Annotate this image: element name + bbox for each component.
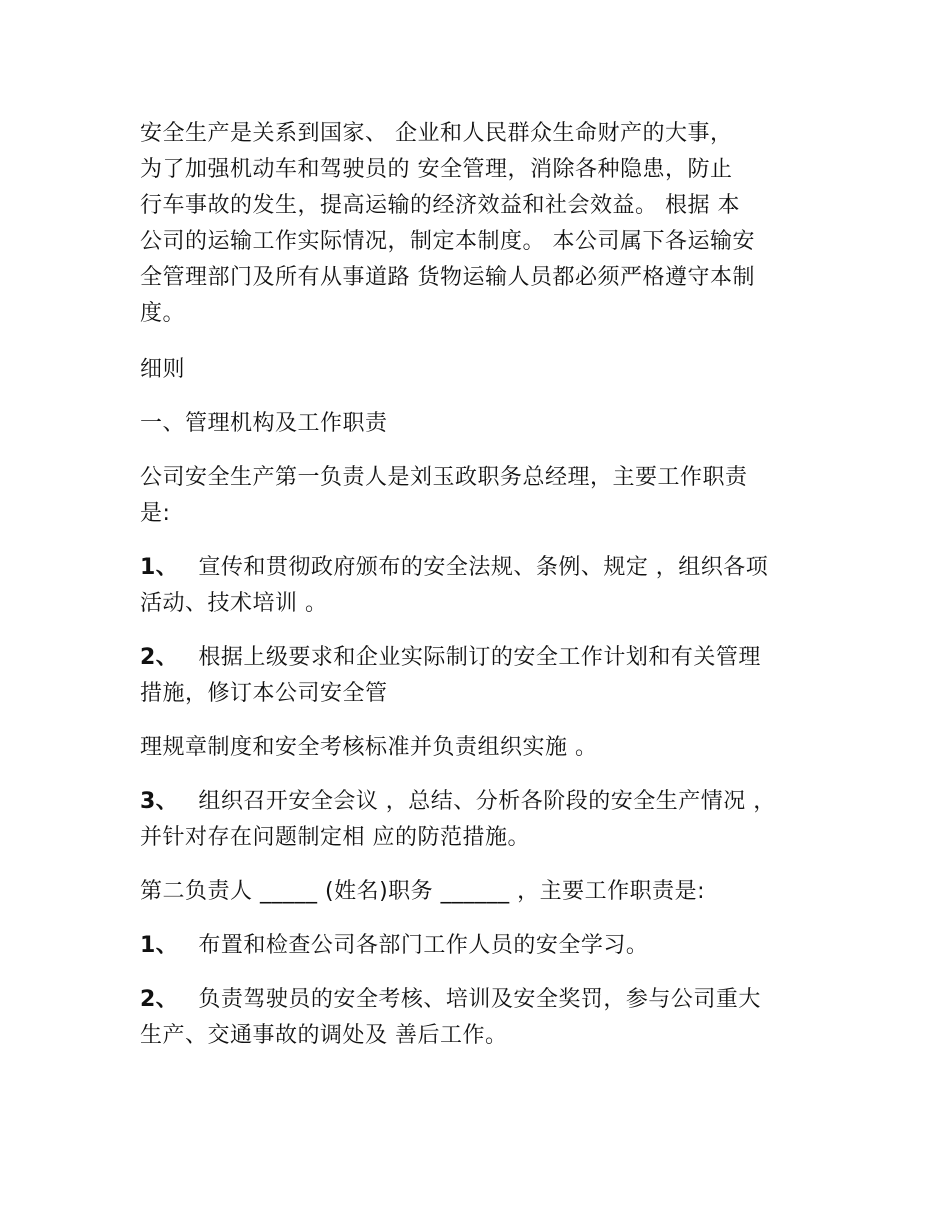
second-duty-2-line-2: 生产、交通事故的调处及 善后工作。	[140, 1023, 508, 1048]
first-duty-2-line-1	[140, 640, 820, 676]
second-duty-1-number: 1、	[140, 933, 179, 958]
intro-line-3: 行车事故的发生，提高运输的经济效益和社会效益。 根据 本	[140, 193, 740, 218]
second-duty-2-number: 2、	[140, 987, 179, 1012]
second-duty-2	[140, 982, 820, 1054]
intro-line-6: 度。	[140, 301, 186, 326]
second-duty-1	[140, 928, 820, 964]
first-duty-2-line-2: 措施，修订本公司安全管	[140, 681, 388, 706]
first-duty-3-number: 3、	[140, 789, 179, 814]
first-duty-1-text-1: 宣传和贯彻政府颁布的安全法规、条例、规定 ，组织各项	[198, 555, 769, 580]
first-duty-3-text-1: 组织召开安全会议 ，总结、分析各阶段的安全生产情况 ，	[198, 789, 776, 814]
first-person-paragraph	[140, 460, 820, 532]
second-duty-1-line-1	[140, 928, 820, 964]
second-duty-2-text-1: 负责驾驶员的安全考核、培训及安全奖罚，参与公司重大	[198, 987, 761, 1012]
first-duty-3	[140, 784, 820, 856]
first-duty-3-line-2: 并针对存在问题制定相 应的防范措施。	[140, 825, 530, 850]
first-duty-1	[140, 550, 820, 622]
first-person-line-1: 公司安全生产第一负责人是刘玉政职务总经理，主要工作职责	[140, 465, 748, 490]
first-duty-1-line-1	[140, 550, 820, 586]
intro-line-1: 安全生产是关系到国家、 企业和人民群众生命财产的大事，	[140, 121, 733, 146]
second-duty-1-text-1: 布置和检查公司各部门工作人员的安全学习。	[198, 933, 649, 958]
intro-line-2: 为了加强机动车和驾驶员的 安全管理，消除各种隐患，防止	[140, 157, 733, 182]
intro-line-5: 全管理部门及所有从事道路 货物运输人员都必须严格遵守本制	[140, 265, 755, 290]
first-duty-2-text-1: 根据上级要求和企业实际制订的安全工作计划和有关管理	[198, 645, 761, 670]
first-duty-1-number: 1、	[140, 555, 179, 580]
second-person-paragraph: 第二负责人 _____ (姓名)职务 ______ ，主要工作职责是:	[140, 879, 706, 904]
first-duty-2	[140, 640, 820, 712]
first-person-line-2: 是:	[140, 501, 171, 526]
intro-line-4: 公司的运输工作实际情况，制定本制度。 本公司属下各运输安	[140, 229, 755, 254]
first-duty-2-continuation: 理规章制度和安全考核标准并负责组织实施 。	[140, 735, 598, 760]
intro-paragraph	[140, 116, 820, 332]
first-duty-3-line-1	[140, 784, 820, 820]
document-body	[140, 116, 820, 1072]
rules-heading: 细则	[140, 357, 186, 382]
first-duty-1-line-2: 活动、技术培训 。	[140, 591, 328, 616]
first-duty-2-number: 2、	[140, 645, 179, 670]
section-1-heading: 一、管理机构及工作职责	[140, 411, 388, 436]
second-duty-2-line-1	[140, 982, 820, 1018]
